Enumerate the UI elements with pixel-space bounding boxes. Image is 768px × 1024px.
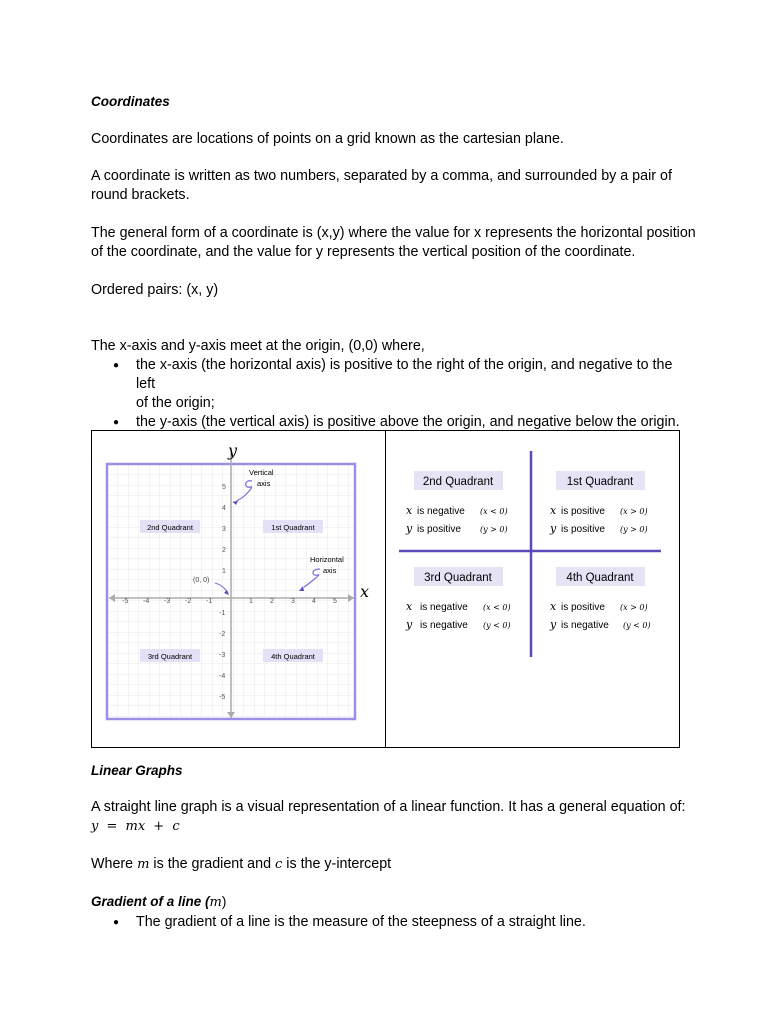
q4-y-condition: (y < 0)	[623, 621, 651, 630]
text-line: A coordinate is written as two numbers, separated by a comma, and surrounded by a pair of	[91, 168, 672, 184]
q2-x-var: x	[406, 504, 413, 517]
figure-cell-cartesian	[92, 431, 386, 748]
q4-x-condition: (x > 0)	[620, 603, 648, 612]
x-tick: 5	[333, 598, 337, 605]
var-m: m	[209, 895, 222, 910]
x-tick: 4	[312, 598, 316, 605]
paragraph-linear-definition: A straight line graph is a visual representation of a linear function. It has a general equation of:	[91, 799, 686, 815]
text-run: Gradient of a line (	[91, 894, 210, 909]
y-tick: 4	[222, 505, 226, 512]
x-tick: 3	[291, 598, 295, 605]
q2-x-text: is negative	[417, 506, 465, 517]
x-tick: -1	[206, 598, 213, 605]
equation-line: y = mx + c	[91, 819, 180, 834]
q1-y-condition: (y > 0)	[620, 525, 648, 534]
heading-gradient	[91, 892, 226, 912]
var-m: m	[137, 857, 150, 872]
paragraph-written-form	[91, 167, 672, 205]
figure-cell-quadrant-signs	[386, 431, 680, 748]
vertical-axis-annotation: axis	[257, 479, 271, 488]
y-tick: -3	[219, 652, 226, 659]
q3-x-condition: (x < 0)	[483, 603, 511, 612]
quadrant-4-label: 4th Quadrant	[271, 652, 315, 661]
q3-y-var: y	[406, 618, 413, 631]
text-line: of the coordinate, and the value for y represents the vertical position of the coordinate.	[91, 244, 636, 260]
q1-x-text: is positive	[561, 506, 605, 517]
text-line: the y-axis (the vertical axis) is positive above the origin, and negative below the origin.	[136, 414, 680, 430]
axes-bullet-list	[91, 356, 691, 432]
q3-x-text: is negative	[420, 602, 468, 613]
x-tick: -3	[164, 598, 171, 605]
q3-y-condition: (y < 0)	[483, 621, 511, 630]
text-line: The general form of a coordinate is (x,y) where the value for x represents the horizontal position	[91, 225, 696, 241]
list-item	[91, 913, 691, 932]
y-tick: 2	[222, 547, 226, 554]
quadrant-1-label: 1st Quadrant	[271, 523, 315, 532]
origin-label: (0, 0)	[193, 577, 210, 584]
cartesian-plane-diagram	[92, 431, 385, 741]
heading-coordinates: Coordinates	[91, 94, 170, 109]
text-line: round brackets.	[91, 187, 190, 203]
quadrant-3-label: 3rd Quadrant	[147, 652, 193, 661]
q1-y-text: is positive	[561, 524, 605, 535]
paragraph-ordered-pairs: Ordered pairs: (x, y)	[91, 282, 219, 298]
text-run: )	[221, 894, 227, 909]
x-tick: 1	[249, 598, 253, 605]
heading-linear-graphs: Linear Graphs	[91, 763, 183, 778]
text-line: of the origin;	[136, 395, 215, 411]
list-item	[91, 356, 691, 413]
paragraph-definition: Coordinates are locations of points on a grid known as the cartesian plane.	[91, 131, 564, 147]
q1-x-condition: (x > 0)	[620, 507, 648, 516]
x-axis-label: x	[360, 582, 370, 601]
var-c: c	[275, 857, 283, 872]
y-tick: 1	[222, 568, 226, 575]
q2-y-text: is positive	[417, 524, 461, 535]
q4-x-var: x	[550, 600, 557, 613]
q1-title: 1st Quadrant	[566, 476, 634, 488]
q4-x-text: is positive	[561, 602, 605, 613]
q4-y-var: y	[550, 618, 557, 631]
paragraph-where	[91, 855, 391, 874]
text-run: is the gradient and	[149, 856, 276, 872]
q3-title: 3rd Quadrant	[424, 572, 492, 584]
text-run: Where	[91, 856, 138, 872]
y-tick: -2	[219, 631, 226, 638]
x-tick: -5	[122, 598, 129, 605]
paragraph-general-form	[91, 224, 696, 262]
quadrant-sign-diagram	[386, 431, 679, 741]
y-axis-label: y	[228, 441, 238, 460]
q4-y-text: is negative	[561, 620, 609, 631]
vertical-axis-annotation: Vertical	[249, 468, 274, 477]
q2-y-var: y	[406, 522, 413, 535]
paragraph-axes-intro: The x-axis and y-axis meet at the origin, (0,0) where,	[91, 338, 425, 354]
x-tick: -4	[143, 598, 150, 605]
gradient-bullet-list	[91, 913, 691, 932]
y-tick: -1	[219, 610, 226, 617]
text-line: the x-axis (the horizontal axis) is positive to the right of the origin, and negative to the left	[136, 357, 673, 392]
y-tick: -5	[219, 694, 226, 701]
y-tick: -4	[219, 673, 226, 680]
q4-title: 4th Quadrant	[566, 572, 634, 584]
q1-x-var: x	[550, 504, 557, 517]
q2-title: 2nd Quadrant	[422, 476, 494, 488]
q2-y-condition: (y > 0)	[480, 525, 508, 534]
quadrant-figure-table	[91, 430, 680, 748]
horizontal-axis-annotation: Horizontal	[310, 555, 344, 564]
x-tick: -2	[185, 598, 192, 605]
text-line: The gradient of a line is the measure of the steepness of a straight line.	[136, 914, 586, 930]
quadrant-2-label: 2nd Quadrant	[147, 523, 193, 532]
q3-x-var: x	[406, 600, 413, 613]
q3-y-text: is negative	[420, 620, 468, 631]
text-run: is the y-intercept	[282, 856, 392, 872]
y-tick: 3	[222, 526, 226, 533]
q2-x-condition: (x < 0)	[480, 507, 508, 516]
q1-y-var: y	[550, 522, 557, 535]
horizontal-axis-annotation: axis	[323, 566, 337, 575]
x-tick: 2	[270, 598, 274, 605]
y-tick: 5	[222, 484, 226, 491]
